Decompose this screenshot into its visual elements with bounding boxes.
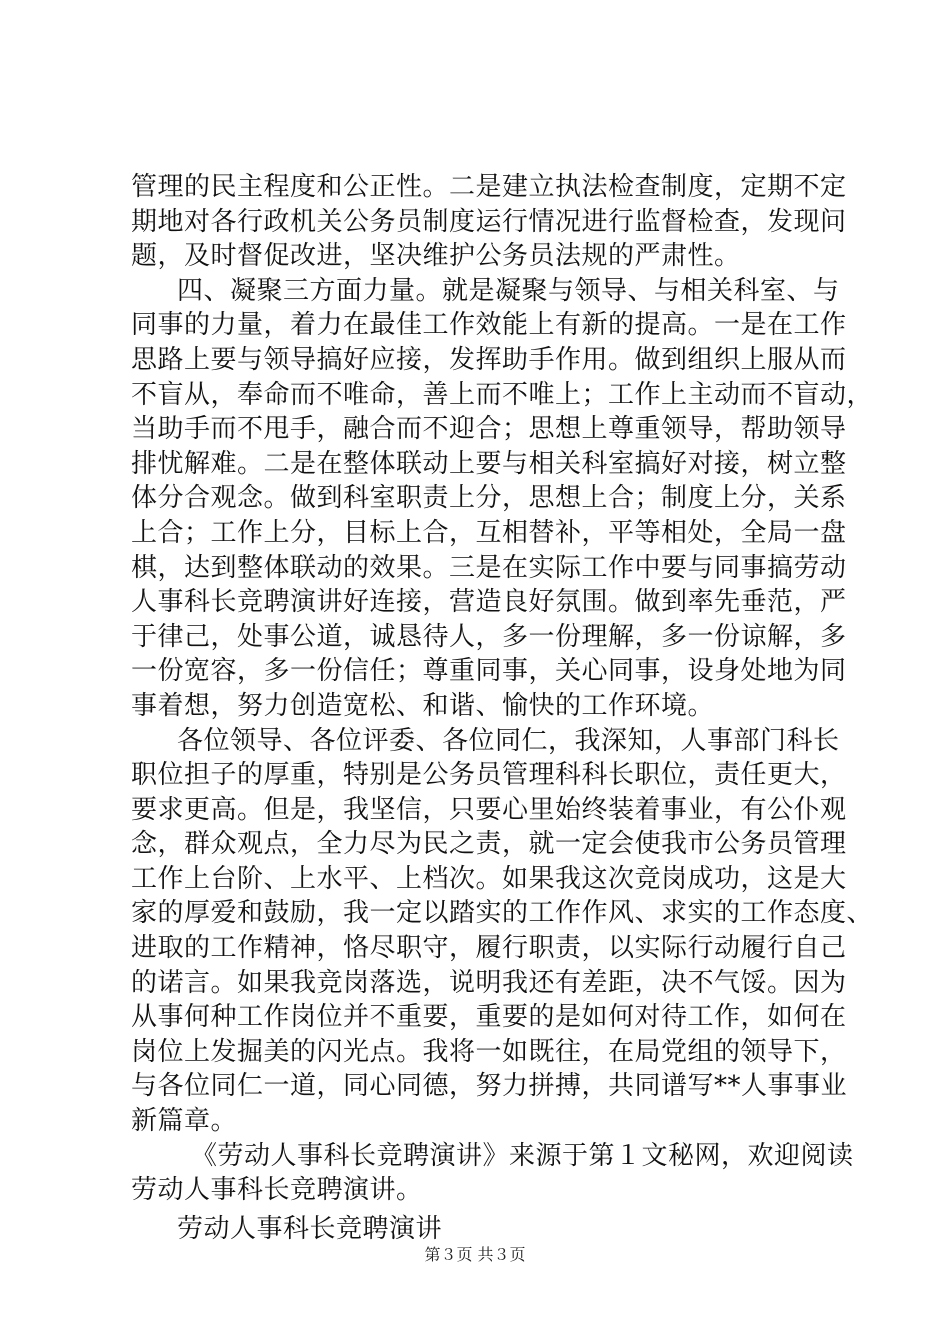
text-line: 新篇章。 [131,1106,238,1137]
text-line: 当助手而不甩手，融合而不迎合；思想上尊重领导，帮助领导 [131,414,847,445]
text-line: 从事何种工作岗位并不重要，重要的是如何对待工作，如何在 [131,1002,847,1033]
page-number-footer: 第３页 共３页 [424,1245,526,1264]
text-line: 要求更高。但是，我坚信，只要心里始终装着事业，有公仆观 [131,794,847,825]
text-line: 与各位同仁一道，同心同德，努力拼搏，共同谱写**人事事业 [131,1071,848,1102]
text-line: 排忧解难。二是在整体联动上要与相关科室搞好对接，树立整 [131,448,847,479]
text-line: 思路上要与领导搞好应接，发挥助手作用。做到组织上服从而 [131,344,847,375]
text-line: 棋，达到整体联动的效果。三是在实际工作中要与同事搞劳动 [131,552,847,583]
document-body [131,170,874,1246]
text-line: 体分合观念。做到科室职责上分，思想上合；制度上分，关系 [131,483,847,514]
source-note-line: 劳动人事科长竞聘演讲。 [131,1175,423,1206]
text-line: 事着想，努力创造宽松、和谐、愉快的工作环境。 [131,690,715,721]
text-line: 进取的工作精神，恪尽职守，履行职责，以实际行动履行自己 [131,933,847,964]
text-line: 念，群众观点，全力尽为民之责，就一定会使我市公务员管理 [131,829,847,860]
source-note-line: 《劳动人事科长竞聘演讲》来源于第１文秘网，欢迎阅读 [191,1140,854,1171]
text-line: 期地对各行政机关公务员制度运行情况进行监督检查，发现问 [131,206,847,237]
text-line: 于律己，处事公道，诚恳待人，多一份理解，多一份谅解，多 [131,621,847,652]
text-line: 管理的民主程度和公正性。二是建立执法检查制度，定期不定 [131,172,847,202]
text-line: 一份宽容，多一份信任；尊重同事，关心同事，设身处地为同 [131,656,847,687]
text-line: 题，及时督促改进，坚决维护公务员法规的严肃性。 [131,241,741,272]
text-line: 职位担子的厚重，特别是公务员管理科科长职位，责任更大， [131,760,847,791]
text-line: 人事科长竞聘演讲好连接，营造良好氛围。做到率先垂范，严 [131,587,847,618]
paragraph-start-line: 四、凝聚三方面力量。就是凝聚与领导、与相关科室、与 [177,275,840,306]
text-line: 岗位上发掘美的闪光点。我将一如既往，在局党组的领导下， [131,1036,847,1067]
text-line: 不盲从，奉命而不唯命，善上而不唯上；工作上主动而不盲动， [131,379,874,410]
paragraph-start-line: 各位领导、各位评委、各位同仁，我深知，人事部门科长 [177,725,840,756]
text-line: 家的厚爱和鼓励，我一定以踏实的工作作风、求实的工作态度、 [131,898,874,929]
text-line: 上合；工作上分，目标上合，互相替补，平等相处，全局一盘 [131,517,847,548]
text-line: 的诺言。如果我竞岗落选，说明我还有差距，决不气馁。因为 [131,967,847,998]
text-line: 同事的力量，着力在最佳工作效能上有新的提高。一是在工作 [131,310,847,341]
closing-title-line: 劳动人事科长竞聘演讲 [177,1213,443,1244]
text-line: 工作上台阶、上水平、上档次。如果我这次竞岗成功，这是大 [131,863,847,894]
